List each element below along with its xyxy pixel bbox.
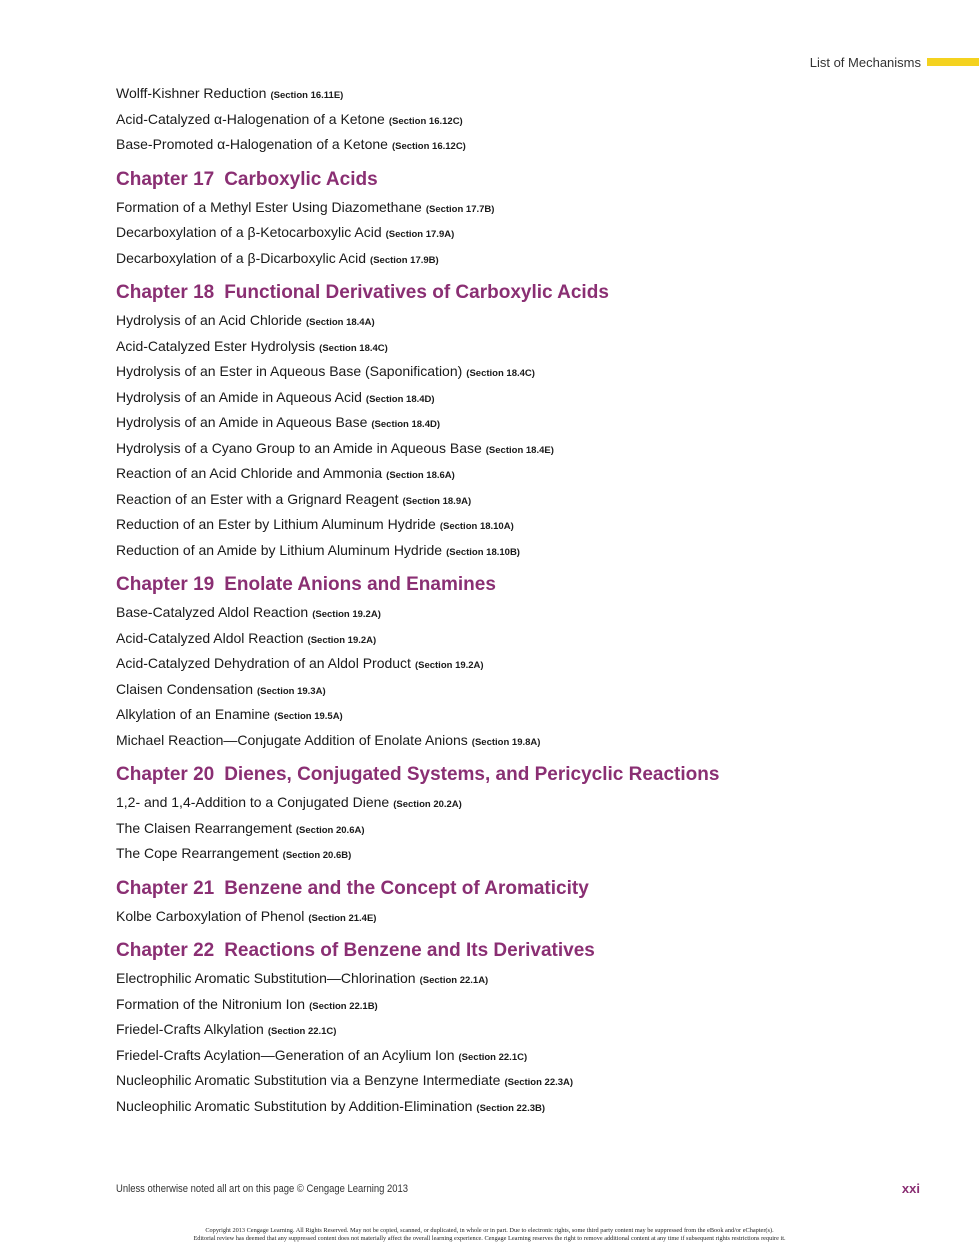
running-head-accent-bar bbox=[927, 58, 979, 66]
section-reference: (Section 19.8A) bbox=[471, 736, 541, 748]
mechanism-entry bbox=[116, 436, 936, 462]
mechanism-name: Base-Catalyzed Aldol Reaction bbox=[116, 604, 309, 620]
mechanism-entry bbox=[116, 677, 936, 703]
section-reference: (Section 18.4A) bbox=[305, 317, 375, 328]
mechanism-name: 1,2- and 1,4-Addition to a Conjugated Diene bbox=[116, 794, 390, 810]
copyright-notice bbox=[0, 1227, 979, 1243]
chapter-title: Functional Derivatives of Carboxylic Acids bbox=[224, 282, 609, 303]
mechanism-name: Electrophilic Aromatic Substitution—Chlorination bbox=[116, 970, 416, 986]
section-reference: (Section 18.6A) bbox=[386, 470, 455, 481]
section-reference: (Section 19.5A) bbox=[274, 711, 343, 722]
mechanism-name: Acid-Catalyzed Aldol Reaction bbox=[116, 629, 304, 646]
section-reference: (Section 22.1A) bbox=[419, 975, 489, 986]
copyright-line: Editorial review has deemed that any suppressed content does not materially affect the overall learning experience. Cengage Learning reserves the right to remove additional content at any time if subsequent rights restrictions require it. bbox=[193, 1235, 786, 1242]
mechanism-entry bbox=[116, 81, 936, 107]
mechanism-name: Acid-Catalyzed α-Halogenation of a Ketone bbox=[116, 110, 385, 127]
mechanism-name: Nucleophilic Aromatic Substitution by Addition-Elimination bbox=[116, 1097, 473, 1114]
mechanism-name: Michael Reaction—Conjugate Addition of Enolate Anions bbox=[116, 731, 468, 748]
mechanism-name: Hydrolysis of an Amide in Aqueous Acid bbox=[116, 388, 362, 405]
mechanism-name: The Claisen Rearrangement bbox=[116, 819, 292, 836]
chapter-heading bbox=[116, 761, 936, 789]
section-reference: (Section 17.9A) bbox=[385, 229, 455, 240]
mechanism-list bbox=[116, 81, 936, 1119]
mechanism-entry bbox=[116, 334, 936, 360]
mechanism-entry bbox=[116, 195, 936, 221]
section-reference: (Section 18.4E) bbox=[485, 444, 554, 456]
mechanism-entry bbox=[116, 966, 936, 992]
mechanism-name: Acid-Catalyzed Dehydration of an Aldol Product bbox=[116, 655, 411, 671]
chapter-heading bbox=[116, 937, 936, 965]
chapter-number: Chapter 21 bbox=[116, 877, 215, 899]
mechanism-entry bbox=[116, 651, 936, 677]
mechanism-name: Wolff-Kishner Reduction bbox=[116, 85, 267, 101]
mechanism-entry bbox=[116, 385, 936, 411]
section-reference: (Section 16.12C) bbox=[388, 115, 463, 127]
section-reference: (Section 20.2A) bbox=[393, 799, 462, 810]
chapter-title: Reactions of Benzene and Its Derivatives bbox=[224, 940, 595, 961]
chapter-number: Chapter 17 bbox=[116, 168, 215, 190]
mechanism-name: Nucleophilic Aromatic Substitution via a Benzyne Intermediate bbox=[116, 1072, 501, 1088]
chapter-title: Dienes, Conjugated Systems, and Pericyclic Reactions bbox=[224, 764, 720, 785]
mechanism-name: Hydrolysis of an Acid Chloride bbox=[116, 312, 302, 328]
section-reference: (Section 20.6B) bbox=[282, 850, 352, 861]
section-reference: (Section 19.2A) bbox=[312, 609, 381, 620]
section-reference: (Section 19.2A) bbox=[414, 660, 484, 671]
mechanism-entry bbox=[116, 904, 936, 930]
section-reference: (Section 18.4C) bbox=[466, 368, 535, 379]
mechanism-name: Reduction of an Amide by Lithium Aluminum Hydride bbox=[116, 541, 443, 558]
mechanism-entry bbox=[116, 702, 936, 728]
section-reference: (Section 16.12C) bbox=[391, 141, 466, 152]
mechanism-name: Formation of a Methyl Ester Using Diazomethane bbox=[116, 198, 422, 215]
chapter-heading bbox=[116, 875, 936, 903]
mechanism-entry bbox=[116, 1068, 936, 1094]
mechanism-entry bbox=[116, 790, 936, 816]
mechanism-name: Reaction of an Acid Chloride and Ammonia bbox=[116, 465, 383, 481]
section-reference: (Section 18.4D) bbox=[365, 393, 435, 405]
mechanism-name: Base-Promoted α-Halogenation of a Ketone bbox=[116, 136, 388, 152]
section-reference: (Section 19.3A) bbox=[256, 685, 326, 697]
chapter-heading bbox=[116, 571, 936, 599]
section-reference: (Section 18.9A) bbox=[402, 495, 472, 507]
chapter-title: Carboxylic Acids bbox=[224, 168, 378, 190]
chapter-title: Enolate Anions and Enamines bbox=[224, 574, 496, 595]
mechanism-name: Hydrolysis of a Cyano Group to an Amide in Aqueous Base bbox=[116, 439, 482, 456]
mechanism-name: Claisen Condensation bbox=[116, 680, 253, 697]
section-reference: (Section 21.4E) bbox=[308, 912, 377, 924]
mechanism-name: Decarboxylation of a β-Dicarboxylic Acid bbox=[116, 249, 367, 266]
art-credit: Unless otherwise noted all art on this page © Cengage Learning 2013 bbox=[116, 1183, 409, 1195]
mechanism-entry bbox=[116, 359, 936, 385]
section-reference: (Section 22.1B) bbox=[309, 1000, 378, 1012]
mechanism-name: Reaction of an Ester with a Grignard Reagent bbox=[116, 490, 399, 507]
mechanism-name: Reduction of an Ester by Lithium Aluminum Hydride bbox=[116, 516, 436, 532]
mechanism-entry bbox=[116, 107, 936, 133]
mechanism-name: The Cope Rearrangement bbox=[116, 845, 279, 861]
mechanism-entry bbox=[116, 487, 936, 513]
mechanism-entry bbox=[116, 538, 936, 564]
chapter-number: Chapter 18 bbox=[116, 282, 215, 303]
section-reference: (Section 18.4D) bbox=[371, 419, 441, 430]
section-reference: (Section 17.7B) bbox=[425, 203, 495, 215]
mechanism-name: Alkylation of an Enamine bbox=[116, 706, 271, 722]
chapter-heading bbox=[116, 166, 936, 194]
mechanism-name: Friedel-Crafts Alkylation bbox=[116, 1021, 264, 1037]
mechanism-entry bbox=[116, 1094, 936, 1120]
mechanism-entry bbox=[116, 816, 936, 842]
section-reference: (Section 18.10A) bbox=[439, 521, 514, 532]
section-reference: (Section 17.9B) bbox=[370, 254, 439, 266]
page-number: xxi bbox=[901, 1181, 920, 1196]
section-reference: (Section 20.6A) bbox=[295, 824, 365, 836]
section-reference: (Section 22.1C) bbox=[458, 1051, 528, 1063]
section-reference: (Section 22.3B) bbox=[476, 1102, 546, 1114]
mechanism-entry bbox=[116, 220, 936, 246]
mechanism-entry bbox=[116, 728, 936, 754]
mechanism-entry bbox=[116, 1043, 936, 1069]
mechanism-name: Formation of the Nitronium Ion bbox=[116, 995, 306, 1012]
chapter-number: Chapter 19 bbox=[116, 574, 215, 595]
chapter-number: Chapter 20 bbox=[116, 764, 215, 785]
mechanism-entry bbox=[116, 132, 936, 158]
section-reference: (Section 22.3A) bbox=[504, 1077, 574, 1088]
mechanism-entry bbox=[116, 308, 936, 334]
running-head bbox=[810, 54, 979, 70]
section-reference: (Section 22.1C) bbox=[267, 1026, 337, 1037]
mechanism-entry bbox=[116, 512, 936, 538]
section-reference: (Section 16.11E) bbox=[270, 90, 344, 101]
mechanism-entry bbox=[116, 461, 936, 487]
mechanism-entry bbox=[116, 600, 936, 626]
mechanism-name: Hydrolysis of an Amide in Aqueous Base bbox=[116, 414, 368, 430]
mechanism-entry bbox=[116, 410, 936, 436]
chapter-heading bbox=[116, 279, 936, 307]
mechanism-entry bbox=[116, 246, 936, 272]
mechanism-name: Acid-Catalyzed Ester Hydrolysis bbox=[116, 337, 316, 354]
section-reference: (Section 18.10B) bbox=[446, 546, 520, 558]
mechanism-entry bbox=[116, 626, 936, 652]
mechanism-entry bbox=[116, 841, 936, 867]
section-reference: (Section 19.2A) bbox=[307, 634, 377, 646]
mechanism-name: Decarboxylation of a β-Ketocarboxylic Acid bbox=[116, 224, 382, 240]
mechanism-name: Hydrolysis of an Ester in Aqueous Base (Saponification) bbox=[116, 363, 463, 379]
chapter-title: Benzene and the Concept of Aromaticity bbox=[224, 877, 589, 899]
running-head-title: List of Mechanisms bbox=[809, 54, 921, 70]
copyright-line: Copyright 2013 Cengage Learning. All Rights Reserved. May not be copied, scanned, or duplicated, in whole or in part. Due to electronic rights, some third party content may be suppressed from the eBook and/or eChapter(s). bbox=[205, 1227, 774, 1234]
mechanism-name: Kolbe Carboxylation of Phenol bbox=[116, 907, 305, 924]
chapter-number: Chapter 22 bbox=[116, 940, 215, 961]
mechanism-entry bbox=[116, 1017, 936, 1043]
section-reference: (Section 18.4C) bbox=[319, 342, 388, 354]
mechanism-entry bbox=[116, 992, 936, 1018]
mechanism-name: Friedel-Crafts Acylation—Generation of an Acylium Ion bbox=[116, 1046, 455, 1063]
